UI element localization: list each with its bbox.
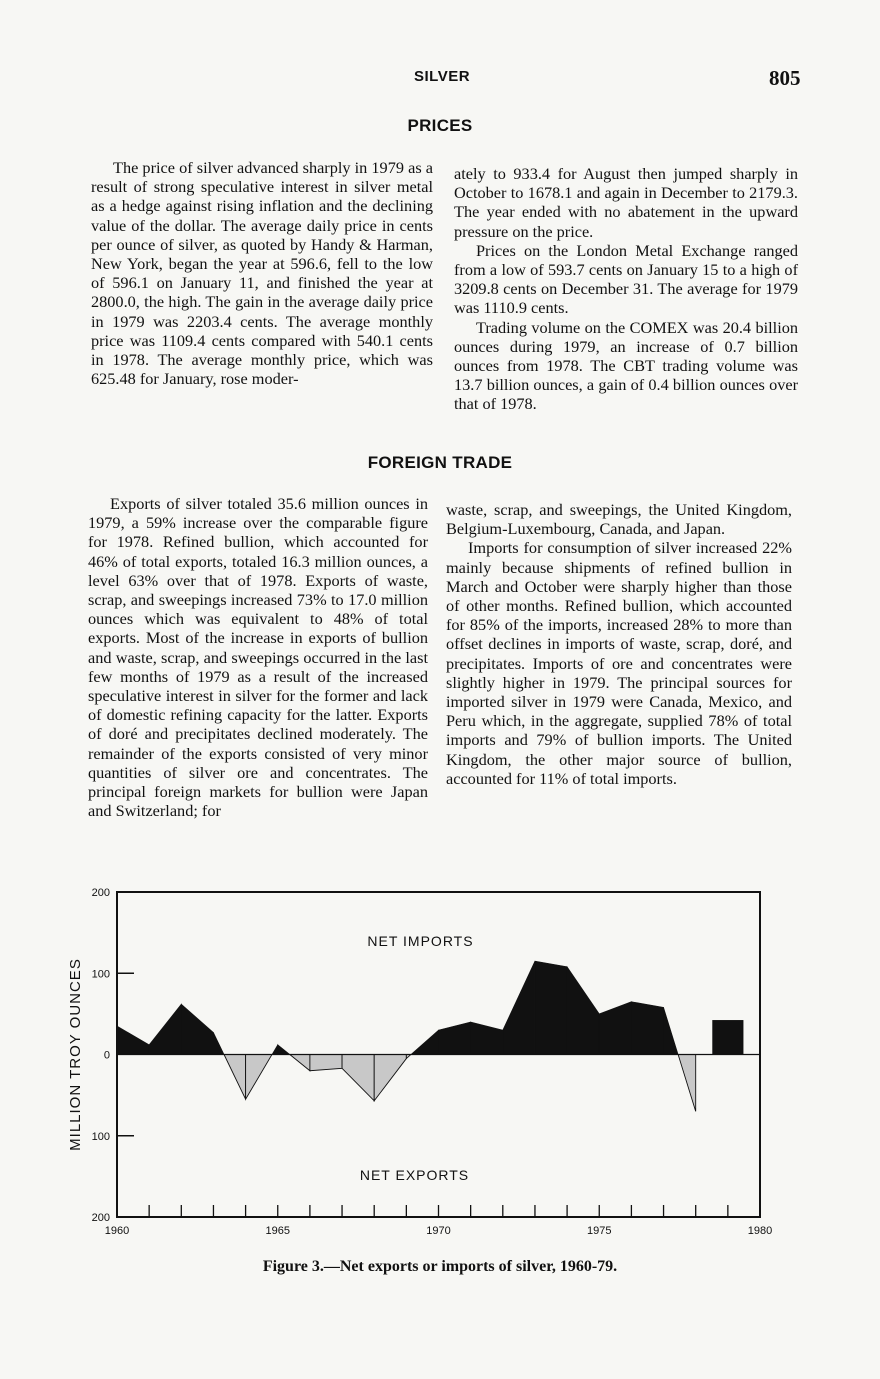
y-tick-label: 100	[91, 1130, 110, 1143]
foreign-trade-right-column	[446, 500, 792, 788]
paragraph: Trading volume on the COMEX was 20.4 billion ounces during 1979, an increase of 0.7 billion ounces from 1978. The CBT trading volume was 13.7 billion ounces, a gain of 0.4 billion ounces over that of 1978.	[454, 317, 798, 414]
net-imports-area	[117, 1026, 149, 1054]
paragraph: Prices on the London Metal Exchange ranged from a low of 593.7 cents on January 15 to a high of 3209.8 cents on December 31. The average for 1979 was 1110.9 cents.	[454, 240, 798, 318]
y-tick-label: 200	[91, 1212, 110, 1224]
net-imports-area	[149, 1004, 181, 1054]
x-tick-label: 1975	[587, 1225, 612, 1237]
net-imports-area	[439, 1022, 471, 1055]
net-imports-area	[664, 1007, 679, 1054]
net-imports-area	[503, 961, 535, 1054]
net-exports-area	[342, 1055, 374, 1101]
net-exports-area	[374, 1055, 406, 1101]
x-tick-label: 1960	[104, 1225, 130, 1237]
running-title: SILVER	[414, 68, 471, 85]
page-header	[0, 66, 880, 96]
y-axis-label: MILLION TROY OUNCES	[67, 958, 84, 1151]
net-trade-chart	[60, 880, 780, 1250]
y-tick-label: 0	[103, 1049, 110, 1062]
net-exports-area	[224, 1055, 246, 1100]
prices-heading: PRICES	[407, 116, 473, 135]
net-imports-area	[631, 1002, 663, 1055]
net-imports-area	[272, 1045, 278, 1055]
net-exports-area	[310, 1055, 342, 1071]
paragraph: Exports of silver totaled 35.6 million ounces in 1979, a 59% increase over the comparable figure for 1978. Refined bullion, which accounted for 46% of total exports, totaled 16.3 million ounces, a level 63% over that of 1978. Exports of waste, scrap, and sweepings increased 73% to 17.0 million ounces which was equivalent to 48% of total exports. Most of the increase in exports of bullion and waste, scrap, and sweepings occurred in the last few months of 1979 as a result of the increased speculative interest in silver for the former and lack of domestic refining capacity for the latter. Exports of doré and precipitates declined moderately. The remainder of the exports consisted of very minor quantities of silver ore and concentrates. The principal foreign markets for bullion were Japan and Switzerland; for	[88, 494, 428, 821]
net-exports-label: NET EXPORTS	[359, 1166, 470, 1183]
paragraph: waste, scrap, and sweepings, the United Kingdom, Belgium-Luxembourg, Canada, and Japan.	[446, 500, 792, 539]
prices-left-column	[91, 158, 433, 388]
net-imports-label: NET IMPORTS	[367, 932, 474, 949]
net-imports-area	[471, 1022, 503, 1055]
paragraph: The price of silver advanced sharply in 1979 as a result of strong speculative interest in silver metal as a hedge against rising inflation and the declining value of the dollar. The average daily price in cents per ounce of silver, as quoted by Handy & Harman, New York, began the year at 596.6, fell to the low of 596.1 on January 11, and finished the year at 2800.0, the high. The gain in the average daily price in 1979 was 2203.4 cents. The average monthly price was 1109.4 cents compared with 540.1 cents in 1978. The average monthly price, which was 625.48 for January, rose moder-	[91, 158, 433, 389]
foreign-trade-left-column	[88, 494, 428, 820]
net-imports-area	[535, 961, 567, 1054]
net-imports-area	[213, 1033, 224, 1055]
net-imports-area	[411, 1030, 439, 1054]
net-trade-chart-svg	[60, 880, 780, 1250]
net-exports-area	[290, 1055, 310, 1071]
page-number: 805	[769, 66, 801, 90]
x-tick-label: 1970	[426, 1225, 451, 1237]
x-tick-label: 1965	[265, 1225, 290, 1237]
net-imports-area	[278, 1045, 290, 1055]
net-imports-area	[713, 1020, 744, 1054]
x-tick-label: 1980	[747, 1225, 773, 1237]
net-imports-area	[567, 967, 599, 1055]
y-tick-label: 200	[91, 887, 110, 899]
foreign-trade-heading: FOREIGN TRADE	[367, 453, 513, 472]
prices-right-column	[454, 164, 798, 414]
paragraph: Imports for consumption of silver increased 22% mainly because shipments of refined bullion in March and October were sharply higher than those of other months. Refined bullion, which accounted for 85% of the imports, increased 28% to more than offset declines in imports of waste, scrap, doré, and precipitates. Imports of ore and concentrates were slightly higher in 1979. The principal sources for imported silver in 1979 were Canada, Mexico, and Peru which, in the aggregate, supplied 78% of total imports and 79% of bullion imports. The United Kingdom, the other major source of bullion, accounted for 11% of total imports.	[446, 538, 792, 788]
y-tick-label: 100	[91, 968, 110, 981]
paragraph: ately to 933.4 for August then jumped sharply in October to 1678.1 and again in December to 2179.3. The year ended with no abatement in the upward pressure on the price.	[454, 164, 798, 241]
net-exports-area	[246, 1055, 272, 1100]
net-imports-area	[599, 1002, 631, 1055]
net-exports-area	[406, 1055, 411, 1059]
figure-caption: Figure 3.—Net exports or imports of silver, 1960-79.	[262, 1258, 618, 1275]
net-imports-area	[181, 1004, 213, 1054]
net-exports-area	[678, 1055, 696, 1112]
